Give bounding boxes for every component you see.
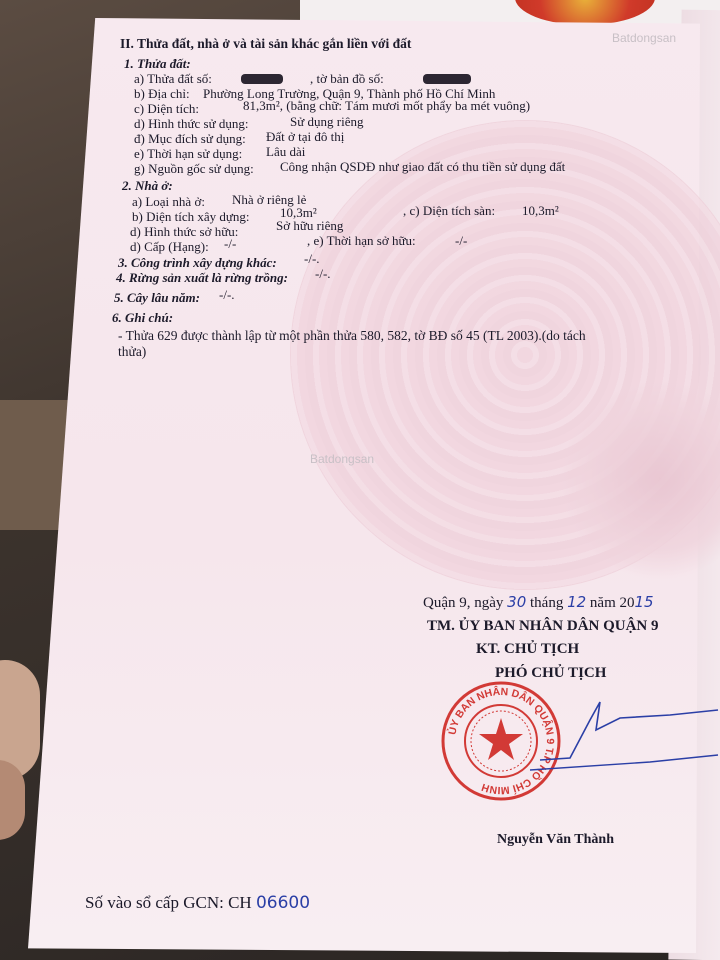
- signer-name: Nguyễn Văn Thành: [497, 832, 614, 847]
- issuing-organization: TM. ỦY BAN NHÂN DÂN QUẬN 9: [427, 618, 659, 634]
- grade-value: -/-: [224, 236, 237, 251]
- area-value: 81,3m², (bằng chữ: Tám mươi mốt phẩy ba mét vuông): [243, 98, 531, 113]
- item5-label: 5. Cây lâu năm:: [114, 290, 200, 305]
- serial-label: Số vào sổ cấp GCN: CH: [85, 893, 252, 912]
- purpose-label: đ) Mục đích sử dụng:: [134, 131, 246, 146]
- section-header: II. Thửa đất, nhà ở và tài sản khác gắn liền với đất: [120, 36, 412, 51]
- item3-value: -/-.: [304, 251, 320, 266]
- own-form-value: Sở hữu riêng: [276, 218, 344, 233]
- date-year-label: năm 20: [589, 595, 635, 611]
- area-label: c) Diện tích:: [134, 101, 199, 116]
- handwritten-signature: [530, 700, 720, 790]
- stamp-text: ỦY BAN NHÂN DÂN QUẬN 9 T.P HỒ CHÍ MINH: [446, 685, 557, 797]
- house-heading: 2. Nhà ở:: [122, 178, 173, 193]
- house-type-value: Nhà ở riêng lẻ: [232, 192, 307, 207]
- address-value: Phường Long Trường, Quận 9, Thành phố Hồ Chí Minh: [203, 86, 496, 101]
- term-value: Lâu dài: [266, 144, 306, 159]
- notes-line-1: - Thửa 629 được thành lập từ một phần thửa 580, 582, tờ BĐ số 45 (TL 2003).(do tách: [118, 328, 586, 343]
- redaction-bar: [241, 74, 283, 84]
- redaction-bar: [423, 74, 471, 84]
- floor-area-label: , c) Diện tích sàn:: [403, 203, 496, 218]
- item3-label: 3. Công trình xây dựng khác:: [118, 255, 277, 270]
- use-form-value: Sử dụng riêng: [290, 114, 364, 129]
- date-month-label: tháng: [530, 595, 564, 611]
- purpose-value: Đất ở tại đô thị: [266, 129, 345, 144]
- item5-value: -/-.: [219, 287, 235, 302]
- own-form-label: d) Hình thức sở hữu:: [130, 224, 239, 239]
- date-day: 30: [507, 593, 527, 611]
- serial-number: 06600: [255, 893, 311, 913]
- item4-label: 4. Rừng sản xuất là rừng trồng:: [116, 270, 288, 285]
- signer-role: PHÓ CHỦ TỊCH: [495, 665, 607, 681]
- address-label: b) Địa chỉ:: [134, 86, 190, 101]
- origin-value: Công nhận QSDĐ như giao đất có thu tiền sử dụng đất: [280, 159, 566, 174]
- signing-date: [423, 593, 654, 612]
- date-month: 12: [567, 593, 587, 611]
- watermark: Batdongsan: [612, 31, 677, 45]
- term-label: e) Thời hạn sử dụng:: [134, 146, 243, 161]
- parcel-label: a) Thửa đất số:: [134, 71, 212, 86]
- map-label: , tờ bản đồ số:: [310, 71, 384, 86]
- floor-area-value: 10,3m²: [522, 203, 559, 218]
- item4-value: -/-.: [315, 266, 331, 281]
- registration-serial: [85, 893, 310, 913]
- origin-label: g) Nguồn gốc sử dụng:: [134, 161, 254, 176]
- on-behalf-of-chairman: KT. CHỦ TỊCH: [476, 641, 580, 657]
- own-term-label: , e) Thời hạn sở hữu:: [307, 233, 416, 248]
- use-form-label: d) Hình thức sử dụng:: [134, 116, 249, 131]
- build-area-label: b) Diện tích xây dựng:: [132, 209, 250, 224]
- notes-heading: 6. Ghi chú:: [112, 310, 174, 325]
- date-prefix: Quận 9, ngày: [423, 595, 504, 611]
- house-type-label: a) Loại nhà ở:: [132, 194, 205, 209]
- date-year-suffix: 15: [634, 593, 654, 611]
- build-area-value: 10,3m²: [280, 205, 317, 220]
- watermark: Batdongsan: [310, 452, 375, 466]
- notes-line-2: thửa): [118, 344, 147, 359]
- land-heading: 1. Thửa đất:: [124, 56, 191, 71]
- grade-label: d) Cấp (Hạng):: [130, 239, 209, 254]
- own-term-value: -/-: [455, 233, 468, 248]
